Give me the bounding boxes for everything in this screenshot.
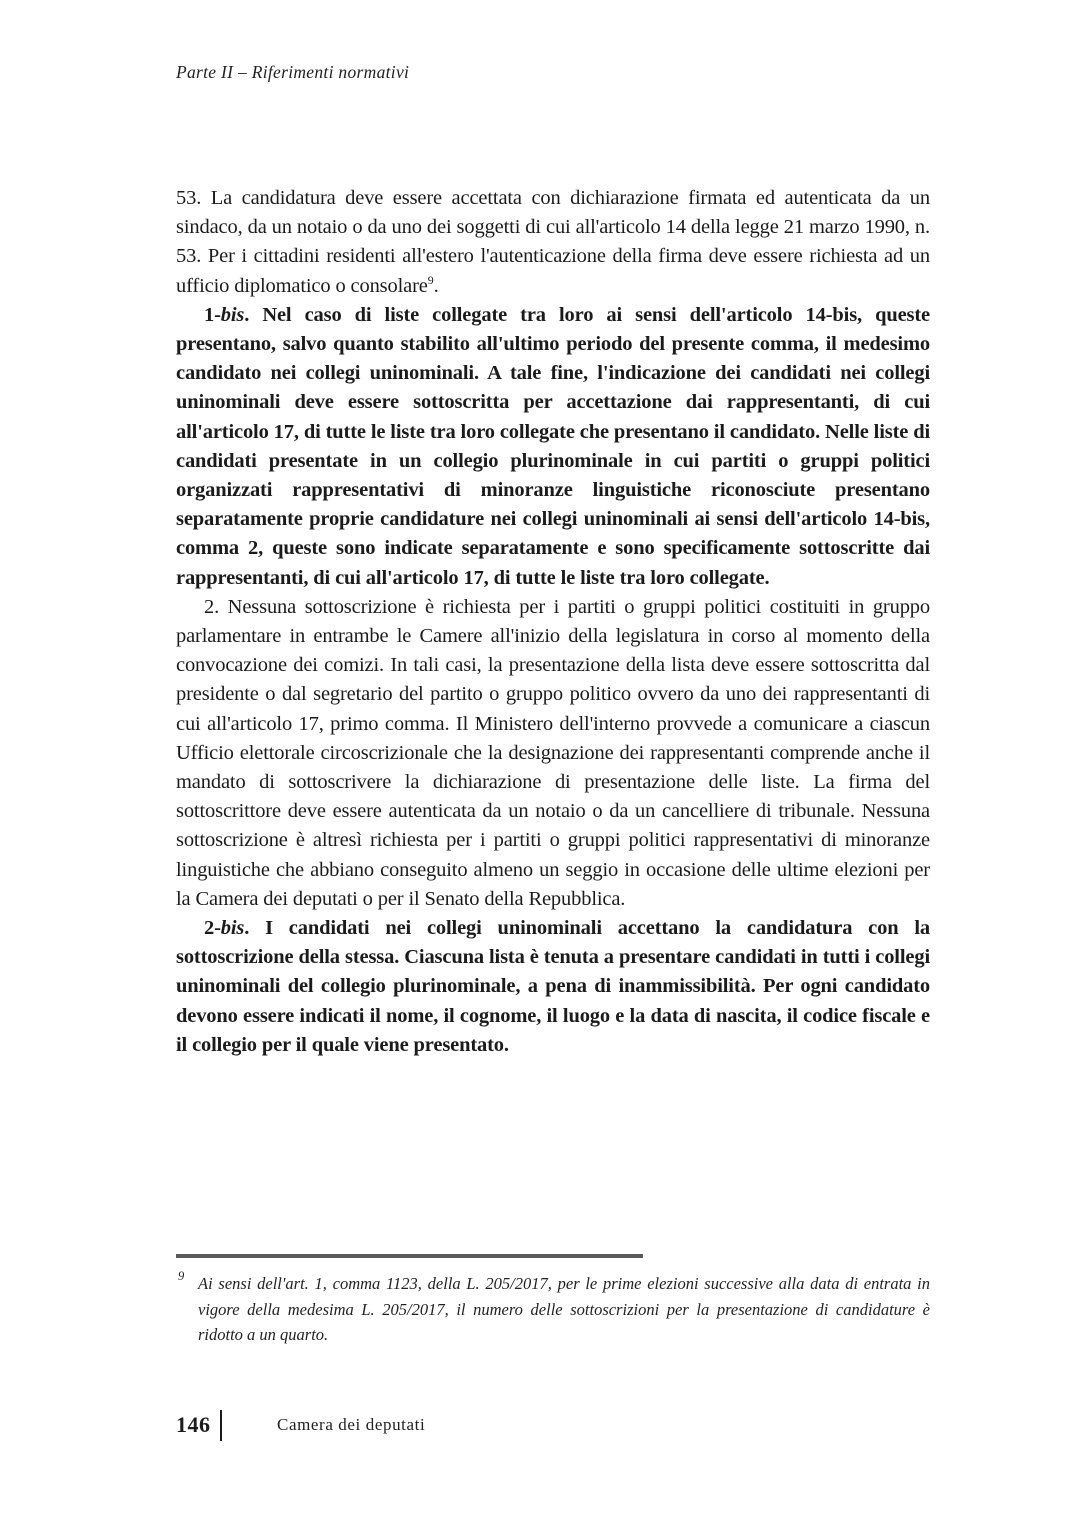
page-footer: [176, 1408, 425, 1442]
paragraph-comma-53: [176, 184, 930, 301]
comma-2bis-bis-label: bis: [220, 917, 245, 940]
paragraph-comma-2: [176, 593, 930, 914]
body-text: [176, 184, 930, 1060]
footer-divider: [220, 1410, 223, 1441]
paragraph-comma-1bis: [176, 301, 930, 593]
comma-1bis-number: 1-: [204, 303, 221, 326]
footnote-marker: 9: [178, 1269, 185, 1283]
comma-53-text: 53. La candidatura deve essere accettata con dichiarazione firmata ed autenticata da un sindaco, da un notaio o da uno dei soggetti di cui all'articolo 14 della legge 21 marzo 1990, n. 53. Per i cittadini residenti all'estero l'autenticazione della firma deve essere richiesta ad un ufficio diplomatico o consolare: [176, 187, 930, 297]
comma-53-period: .: [433, 274, 439, 297]
footnote-separator-rule: [176, 1254, 643, 1258]
comma-2bis-text: . I candidati nei collegi uninominali accettano la candidatura con la sottoscrizione della stessa. Ciascuna lista è tenuta a presentare candidati in tutti i collegi uninominali del collegio plurinominale, a pena di inammissibilità. Per ogni candidato devono essere indicati il nome, il cognome, il luogo e la data di nascita, il codice fiscale e il collegio per il quale viene presentato.: [176, 917, 930, 1056]
page-number: 146: [176, 1412, 211, 1437]
running-head: Parte II – Riferimenti normativi: [176, 62, 410, 82]
footnote-reference-9: 9: [427, 272, 434, 287]
comma-2bis-number: 2-: [204, 917, 221, 940]
comma-1bis-bis-label: bis: [220, 303, 245, 326]
paragraph-comma-2bis: [176, 914, 930, 1060]
footnote-text: Ai sensi dell'art. 1, comma 1123, della L. 205/2017, per le prime elezioni successive alla data di entrata in vigore della medesima L. 205/2017, il numero delle sottoscrizioni per la presentazione di candidature è ridotto a un quarto.: [198, 1274, 930, 1344]
publisher-name: Camera dei deputati: [277, 1415, 426, 1434]
footnote-9: [176, 1271, 930, 1348]
comma-1bis-text: . Nel caso di liste collegate tra loro ai sensi dell'articolo 14-bis, queste presentano, salvo quanto stabilito all'ultimo periodo del presente comma, il medesimo candidato nei collegi uninominali. A tale fine, l'indicazione dei candidati nei collegi uninominali deve essere sottoscritta per accettazione dai rappresentanti, di cui all'articolo 17, di tutte le liste tra loro collegate che presentano il candidato. Nelle liste di candidati presentate in un collegio plurinominale in cui partiti o gruppi politici organizzati rappresentativi di minoranze linguistiche riconosciute presentano separatamente proprie candidature nei collegi uninominali ai sensi dell'articolo 14-bis, comma 2, queste sono indicate separatamente e sono specificamente sottoscritte dai rappresentanti, di cui all'articolo 17, di tutte le liste tra loro collegate.: [176, 303, 930, 589]
comma-2-text: 2. Nessuna sottoscrizione è richiesta per i partiti o gruppi politici costituiti in gruppo parlamentare in entrambe le Camere all'inizio della legislatura in corso al momento della convocazione dei comizi. In tali casi, la presentazione della lista deve essere sottoscritta dal presidente o dal segretario del partito o gruppo politico ovvero da uno dei rappresentanti di cui all'articolo 17, primo comma. Il Ministero dell'interno provvede a comunicare a ciascun Ufficio elettorale circoscrizionale che la designazione dei rappresentanti comprende anche il mandato di sottoscrivere la dichiarazione di presentazione delle liste. La firma del sottoscrittore deve essere autenticata da un notaio o da un cancelliere di tribunale. Nessuna sottoscrizione è altresì richiesta per i partiti o gruppi politici rappresentativi di minoranze linguistiche che abbiano conseguito almeno un seggio in occasione delle ultime elezioni per la Camera dei deputati o per il Senato della Repubblica.: [176, 595, 930, 910]
